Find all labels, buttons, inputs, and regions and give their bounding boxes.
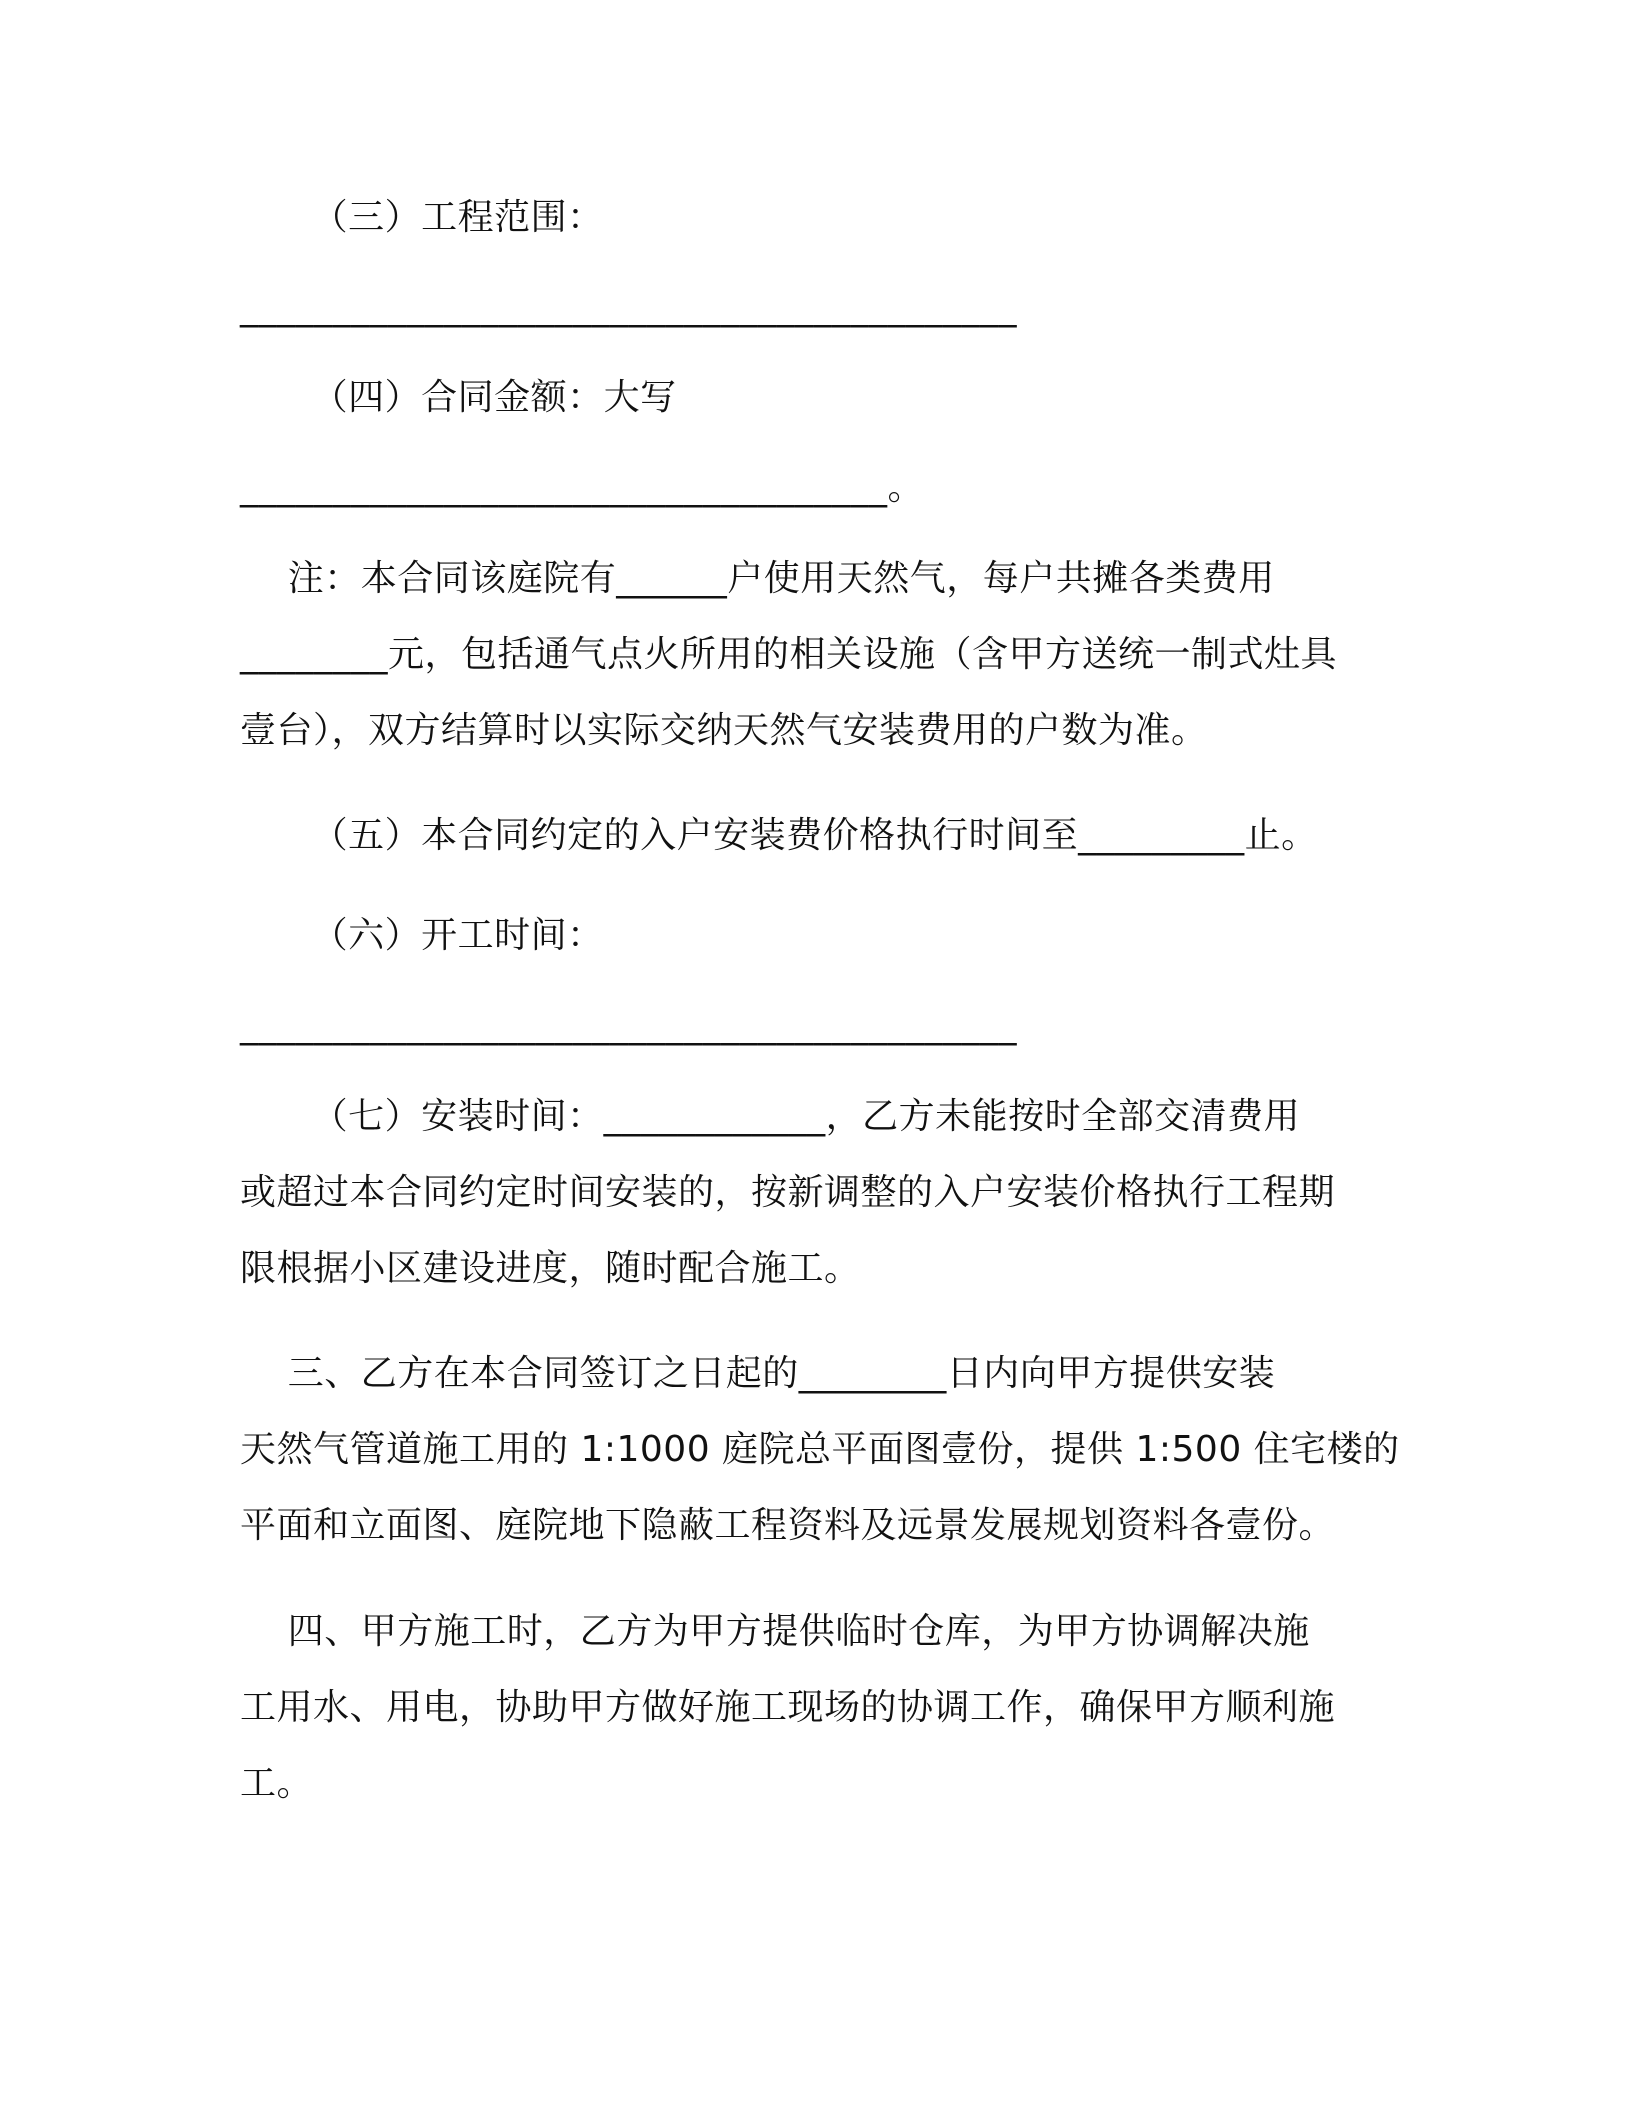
note-paragraph-line: ________元，包括通气点火所用的相关设施（含甲方送统一制式灶具 xyxy=(240,634,1338,675)
amount-heading: （四）合同金额：大写 xyxy=(240,377,677,418)
clause-four-line: 工。 xyxy=(240,1763,314,1804)
price-period-clause: （五）本合同约定的入户安装费价格执行时间至_________止。 xyxy=(240,815,1318,856)
install-paragraph-line: 或超过本合同约定时间安装的，按新调整的入户安装价格执行工程期 xyxy=(240,1172,1336,1213)
note-paragraph-line: 注：本合同该庭院有______户使用天然气，每户共摊各类费用 xyxy=(240,558,1275,599)
start-time-heading: （六）开工时间： xyxy=(240,915,604,956)
clause-four-line: 工用水、用电，协助甲方做好施工现场的协调工作，确保甲方顺利施 xyxy=(240,1687,1336,1728)
amount-blank-line: ___________________________________。 xyxy=(240,467,924,508)
clause-three-line: 天然气管道施工用的 1:1000 庭院总平面图壹份，提供 1:500 住宅楼的 xyxy=(240,1429,1400,1470)
scope-heading: （三）工程范围： xyxy=(240,197,604,238)
note-paragraph-line: 壹台），双方结算时以实际交纳天然气安装费用的户数为准。 xyxy=(240,710,1208,751)
scope-blank-line: __________________________________________ xyxy=(240,287,1017,328)
start-time-blank-line: __________________________________________ xyxy=(240,1005,1017,1046)
clause-three-line: 三、乙方在本合同签订之日起的________日内向甲方提供安装 xyxy=(240,1353,1276,1394)
clause-three-line: 平面和立面图、庭院地下隐蔽工程资料及远景发展规划资料各壹份。 xyxy=(240,1505,1336,1546)
install-paragraph-line: 限根据小区建设进度，随时配合施工。 xyxy=(240,1248,861,1289)
clause-four-line: 四、甲方施工时，乙方为甲方提供临时仓库，为甲方协调解决施 xyxy=(240,1611,1310,1652)
install-paragraph-line: （七）安装时间：____________，乙方未能按时全部交清费用 xyxy=(240,1096,1301,1137)
